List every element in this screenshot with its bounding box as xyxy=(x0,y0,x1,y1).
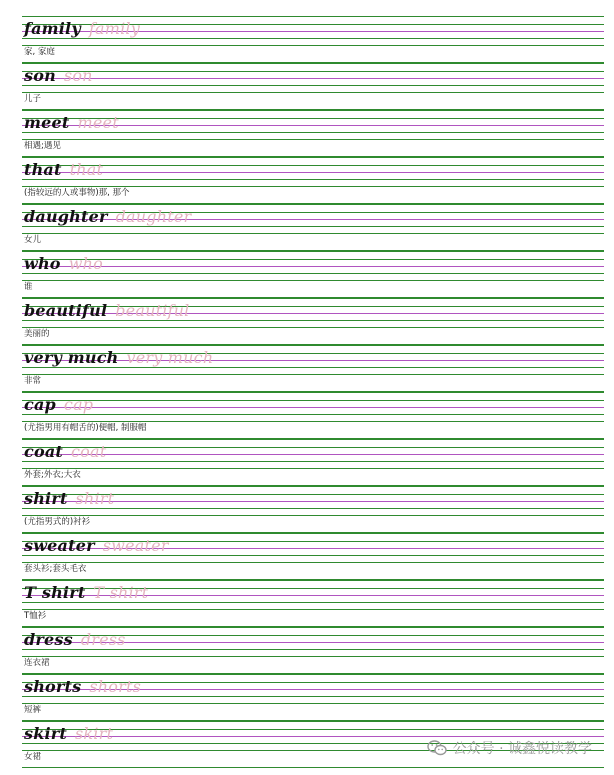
vocab-word xyxy=(24,536,169,555)
vocab-meaning: 儿子 xyxy=(24,94,42,104)
guide-line xyxy=(22,468,604,469)
guide-line xyxy=(22,767,604,768)
watermark-text: 公众号 · 诚鑫悦读教学 xyxy=(452,741,592,757)
guide-line xyxy=(22,367,604,368)
vocab-meaning: T恤衫 xyxy=(24,611,47,621)
word-trace: meet xyxy=(77,113,119,132)
guide-line xyxy=(22,327,604,328)
word-trace: cap xyxy=(63,395,94,414)
guide-line xyxy=(22,45,604,46)
vocab-meaning: 美丽的 xyxy=(24,329,50,339)
word-text: skirt xyxy=(24,724,67,743)
word-text: shorts xyxy=(24,677,82,696)
vocab-word xyxy=(24,301,189,320)
guide-line xyxy=(22,674,604,675)
vocab-word xyxy=(24,113,119,132)
guide-line xyxy=(22,656,604,657)
word-trace: son xyxy=(63,66,93,85)
vocab-word xyxy=(24,207,191,226)
guide-line xyxy=(22,71,604,72)
guide-line xyxy=(22,273,604,274)
guide-line xyxy=(22,562,604,563)
guide-line xyxy=(22,226,604,227)
vocab-entry xyxy=(0,439,614,486)
midline xyxy=(22,407,604,408)
word-text: shirt xyxy=(24,489,68,508)
midline xyxy=(22,78,604,79)
vocab-meaning: 外套;外衣;大衣 xyxy=(24,470,81,480)
word-text: T shirt xyxy=(24,583,86,602)
vocab-word xyxy=(24,395,93,414)
vocab-entry xyxy=(0,486,614,533)
guide-line xyxy=(22,447,604,448)
vocab-entry xyxy=(0,298,614,345)
guide-line xyxy=(22,486,604,487)
vocab-meaning: (尤指男式的)衬衫 xyxy=(24,517,91,527)
word-text: that xyxy=(24,160,62,179)
guide-line xyxy=(22,602,604,603)
guide-line xyxy=(22,649,604,650)
vocab-entry xyxy=(0,674,614,721)
guide-line xyxy=(22,259,604,260)
vocab-word xyxy=(24,66,93,85)
word-trace: shorts xyxy=(89,677,141,696)
vocab-meaning: (指较远的人或事物)那, 那个 xyxy=(24,188,130,198)
guide-line xyxy=(22,92,604,93)
guide-line xyxy=(22,374,604,375)
vocab-word xyxy=(24,254,103,273)
guide-line xyxy=(22,414,604,415)
guide-line xyxy=(22,392,604,393)
vocab-entry xyxy=(0,251,614,298)
guide-line xyxy=(22,204,604,205)
word-trace: T shirt xyxy=(93,583,149,602)
midline xyxy=(22,266,604,267)
vocab-meaning: 连衣裙 xyxy=(24,658,50,668)
wechat-icon xyxy=(427,740,447,756)
word-text: very much xyxy=(24,348,119,367)
vocab-meaning: 非常 xyxy=(24,376,42,386)
guide-line xyxy=(22,627,604,628)
word-text: cap xyxy=(24,395,56,414)
guide-line xyxy=(22,703,604,704)
guide-line xyxy=(22,508,604,509)
guide-line xyxy=(22,555,604,556)
guide-line xyxy=(22,38,604,39)
guide-line xyxy=(22,298,604,299)
guide-line xyxy=(22,251,604,252)
vocab-word xyxy=(24,442,106,461)
vocab-entry xyxy=(0,392,614,439)
vocab-meaning: 相遇;遇见 xyxy=(24,141,61,151)
vocab-entry xyxy=(0,627,614,674)
guide-line xyxy=(22,16,604,17)
guide-line xyxy=(22,63,604,64)
vocab-entry xyxy=(0,533,614,580)
midline xyxy=(22,454,604,455)
guide-line xyxy=(22,533,604,534)
midline xyxy=(22,172,604,173)
guide-line xyxy=(22,132,604,133)
vocab-entry xyxy=(0,204,614,251)
vocab-meaning: 套头衫;套头毛衣 xyxy=(24,564,87,574)
word-trace: sweater xyxy=(102,536,169,555)
word-trace: that xyxy=(69,160,104,179)
guide-line xyxy=(22,345,604,346)
vocab-entry xyxy=(0,580,614,627)
vocab-word xyxy=(24,724,113,743)
word-text: meet xyxy=(24,113,70,132)
guide-line xyxy=(22,721,604,722)
vocab-word xyxy=(24,583,148,602)
guide-line xyxy=(22,515,604,516)
vocab-word xyxy=(24,348,213,367)
guide-line xyxy=(22,696,604,697)
watermark xyxy=(427,738,592,758)
vocab-entry xyxy=(0,63,614,110)
vocab-word xyxy=(24,160,103,179)
guide-line xyxy=(22,85,604,86)
word-trace: family xyxy=(88,19,140,38)
vocab-meaning: 女儿 xyxy=(24,235,42,245)
guide-line xyxy=(22,400,604,401)
word-text: daughter xyxy=(24,207,108,226)
word-trace: skirt xyxy=(75,724,114,743)
guide-line xyxy=(22,139,604,140)
word-trace: dress xyxy=(80,630,126,649)
guide-line xyxy=(22,179,604,180)
vocab-entry xyxy=(0,16,614,63)
guide-line xyxy=(22,461,604,462)
vocab-meaning: 家, 家庭 xyxy=(24,47,55,57)
vocab-word xyxy=(24,677,141,696)
guide-line xyxy=(22,157,604,158)
word-trace: shirt xyxy=(75,489,115,508)
vocab-entry xyxy=(0,157,614,204)
word-text: family xyxy=(24,19,81,38)
vocab-word xyxy=(24,630,126,649)
vocab-word xyxy=(24,19,140,38)
guide-line xyxy=(22,280,604,281)
vocab-meaning: 短裤 xyxy=(24,705,42,715)
word-text: dress xyxy=(24,630,73,649)
word-text: son xyxy=(24,66,56,85)
word-text: beautiful xyxy=(24,301,108,320)
guide-line xyxy=(22,233,604,234)
vocab-meaning: 女裙 xyxy=(24,752,42,762)
vocab-entry xyxy=(0,110,614,157)
word-trace: coat xyxy=(70,442,107,461)
vocab-meaning: (尤指男用有帽舌的)便帽, 制服帽 xyxy=(24,423,147,433)
vocab-word xyxy=(24,489,114,508)
word-text: coat xyxy=(24,442,63,461)
guide-line xyxy=(22,439,604,440)
vocab-meaning: 谁 xyxy=(24,282,33,292)
guide-line xyxy=(22,320,604,321)
word-trace: very much xyxy=(126,348,214,367)
guide-line xyxy=(22,165,604,166)
guide-line xyxy=(22,580,604,581)
word-trace: who xyxy=(68,254,103,273)
guide-line xyxy=(22,110,604,111)
guide-line xyxy=(22,609,604,610)
word-trace: daughter xyxy=(115,207,192,226)
vocab-entry xyxy=(0,345,614,392)
word-trace: beautiful xyxy=(115,301,190,320)
word-text: who xyxy=(24,254,61,273)
word-text: sweater xyxy=(24,536,95,555)
